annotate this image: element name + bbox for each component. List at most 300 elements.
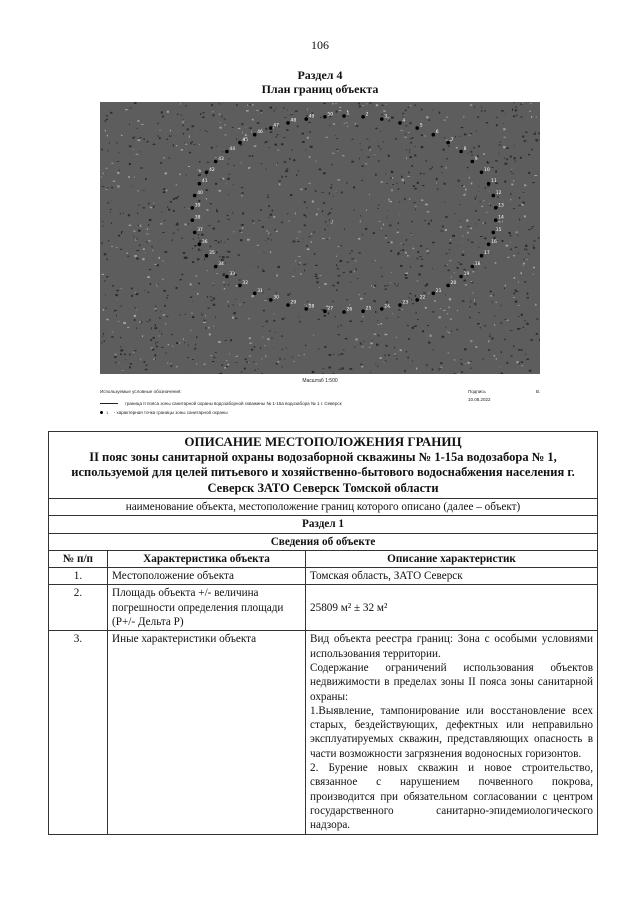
map-texture-speck <box>385 334 388 335</box>
map-texture-speck <box>451 277 452 278</box>
map-texture-speck <box>270 107 273 109</box>
boundary-point <box>304 307 308 311</box>
map-texture-speck <box>517 328 520 330</box>
map-texture-speck <box>383 141 384 142</box>
map-texture-speck <box>279 359 281 360</box>
legend-item-boundary <box>100 401 342 406</box>
map-texture-speck <box>463 194 465 196</box>
map-texture-speck <box>233 232 235 233</box>
boundary-point-label: 15 <box>495 227 502 233</box>
legend-item-text: граница II пояса зоны санитарной охраны водозаборной скважины № 1-15а водозабора № 1 г. Северск <box>125 401 342 406</box>
map-texture-speck <box>156 264 158 266</box>
map-texture-speck <box>137 250 140 251</box>
map-texture-speck <box>208 327 209 329</box>
map-texture-speck <box>456 147 458 149</box>
map-texture-speck <box>400 349 402 351</box>
map-texture-speck <box>317 281 319 283</box>
map-texture-speck <box>381 323 383 325</box>
map-texture-speck <box>410 138 411 140</box>
map-texture-speck <box>116 290 119 291</box>
map-texture-speck <box>511 184 513 186</box>
map-texture-speck <box>498 221 500 222</box>
map-texture-speck <box>156 306 157 308</box>
map-texture-speck <box>221 259 224 261</box>
boundary-point-label: 38 <box>194 215 201 221</box>
map-texture-speck <box>315 276 318 277</box>
map-texture-speck <box>226 256 229 257</box>
map-texture-speck <box>346 122 347 124</box>
map-texture-speck <box>350 368 353 370</box>
map-texture-speck <box>392 184 394 185</box>
map-texture-speck <box>526 249 527 251</box>
map-texture-speck <box>216 273 218 274</box>
map-texture-speck <box>356 268 357 270</box>
map-texture-speck <box>422 185 424 186</box>
map-texture-speck <box>276 230 278 232</box>
boundary-point-label: 6 <box>435 130 439 136</box>
map-texture-speck <box>513 103 515 104</box>
map-texture-speck <box>459 204 460 205</box>
map-texture-speck <box>510 330 513 331</box>
map-texture-speck <box>329 366 331 368</box>
map-texture-speck <box>140 151 141 152</box>
legend-item-point <box>100 410 228 415</box>
map-texture-speck <box>503 146 506 148</box>
map-texture-speck <box>331 184 332 185</box>
map-texture-speck <box>465 364 466 365</box>
map-texture-speck <box>242 131 243 133</box>
map-texture-speck <box>518 305 520 306</box>
map-scale: Масштаб 1:500 <box>302 378 338 384</box>
map-texture-speck <box>432 350 434 351</box>
map-texture-speck <box>134 102 137 104</box>
boundary-point <box>361 115 365 119</box>
map-texture-speck <box>355 261 357 262</box>
map-texture-speck <box>134 177 135 178</box>
boundary-point-label: 32 <box>242 280 249 286</box>
map-texture-speck <box>108 202 109 204</box>
boundary-point-label: 17 <box>484 251 490 257</box>
map-texture-speck <box>470 301 471 303</box>
map-texture-speck <box>514 157 516 159</box>
map-texture-speck <box>378 146 380 147</box>
map-texture-speck <box>209 333 211 335</box>
map-texture-speck <box>412 327 414 329</box>
map-texture-speck <box>304 225 306 227</box>
map-texture-speck <box>425 204 428 206</box>
map-texture-speck <box>165 251 168 253</box>
map-texture-speck <box>263 337 264 338</box>
map-texture-speck <box>106 276 108 277</box>
map-texture-speck <box>332 153 334 154</box>
map-texture-speck <box>153 359 155 360</box>
map-texture-speck <box>336 138 338 139</box>
map-texture-speck <box>265 128 267 130</box>
map-texture-speck <box>425 307 427 309</box>
map-texture-speck <box>385 237 386 239</box>
map-texture-speck <box>409 122 411 124</box>
map-texture-speck <box>198 174 200 176</box>
map-texture-speck <box>102 242 103 244</box>
map-texture-speck <box>385 345 387 347</box>
map-texture-speck <box>491 167 493 168</box>
map-texture-speck <box>212 361 215 362</box>
map-texture-speck <box>275 144 278 146</box>
map-texture-speck <box>349 253 351 254</box>
map-texture-speck <box>119 362 120 363</box>
map-texture-speck <box>332 301 334 302</box>
map-texture-speck <box>331 164 333 165</box>
map-texture-speck <box>412 360 413 361</box>
map-texture-speck <box>370 343 373 345</box>
map-texture-speck <box>445 327 446 328</box>
map-texture-speck <box>449 307 450 309</box>
map-texture-speck <box>506 158 507 160</box>
map-texture-speck <box>165 353 167 354</box>
map-texture-speck <box>412 165 414 167</box>
map-texture-speck <box>521 104 523 105</box>
map-texture-speck <box>218 241 220 243</box>
map-texture-speck <box>132 352 134 353</box>
map-texture-speck <box>175 197 177 199</box>
map-texture-speck <box>361 346 363 347</box>
map-texture-speck <box>208 225 211 226</box>
map-texture-speck <box>148 240 151 241</box>
map-texture-speck <box>116 247 117 248</box>
map-texture-speck <box>401 130 403 131</box>
map-texture-speck <box>463 280 466 282</box>
map-texture-speck <box>228 194 229 195</box>
map-texture-speck <box>320 117 322 118</box>
map-texture-speck <box>245 134 247 136</box>
map-texture-speck <box>336 289 337 291</box>
map-texture-speck <box>226 360 228 361</box>
map-texture-speck <box>511 173 514 174</box>
map-texture-speck <box>432 242 435 244</box>
map-texture-speck <box>335 316 336 317</box>
map-texture-speck <box>136 154 139 155</box>
map-texture-speck <box>240 239 242 241</box>
map-texture-speck <box>478 219 479 221</box>
map-texture-speck <box>449 298 451 300</box>
boundary-point <box>398 303 402 307</box>
map-texture-speck <box>287 294 289 296</box>
map-texture-speck <box>358 252 360 253</box>
map-texture-speck <box>478 186 479 187</box>
map-background-texture <box>101 102 540 374</box>
map-texture-speck <box>350 271 352 273</box>
map-texture-speck <box>510 242 511 243</box>
map-texture-speck <box>480 327 481 328</box>
map-texture-speck <box>378 205 379 206</box>
map-texture-speck <box>428 120 430 121</box>
map-texture-speck <box>464 348 467 350</box>
map-texture-speck <box>455 136 456 138</box>
map-texture-speck <box>516 115 517 117</box>
map-texture-speck <box>510 235 512 236</box>
map-texture-speck <box>137 258 139 260</box>
map-texture-speck <box>523 192 525 193</box>
map-texture-speck <box>376 344 378 346</box>
map-texture-speck <box>378 335 379 337</box>
map-texture-speck <box>491 338 493 340</box>
map-texture-speck <box>394 347 395 349</box>
map-texture-speck <box>375 260 377 261</box>
map-texture-speck <box>460 264 463 265</box>
map-texture-speck <box>410 142 412 144</box>
map-texture-speck <box>529 111 531 112</box>
map-texture-speck <box>107 276 108 278</box>
map-texture-speck <box>339 369 341 370</box>
row-num: 3. <box>49 631 108 834</box>
map-texture-speck <box>436 183 437 184</box>
map-texture-speck <box>147 253 148 254</box>
map-texture-speck <box>375 301 376 303</box>
boundary-point-label: 45 <box>242 138 249 144</box>
map-texture-speck <box>446 117 448 118</box>
map-texture-speck <box>115 362 117 363</box>
map-texture-speck <box>261 373 263 374</box>
map-texture-speck <box>224 285 226 286</box>
map-texture-speck <box>275 136 277 137</box>
map-texture-speck <box>531 339 532 341</box>
map-texture-speck <box>465 189 467 191</box>
boundary-point-label: 47 <box>273 123 280 129</box>
map-texture-speck <box>383 110 385 111</box>
map-texture-speck <box>471 151 473 153</box>
map-texture-speck <box>374 285 376 287</box>
map-texture-speck <box>228 284 229 286</box>
map-texture-speck <box>528 172 530 174</box>
map-texture-speck <box>388 354 390 355</box>
boundary-point <box>205 254 209 258</box>
map-texture-speck <box>121 232 122 234</box>
map-texture-speck <box>190 297 192 299</box>
map-texture-speck <box>166 297 168 298</box>
map-texture-speck <box>112 285 114 286</box>
map-texture-speck <box>513 297 515 298</box>
map-texture-speck <box>205 130 206 131</box>
map-texture-speck <box>313 335 314 336</box>
map-texture-speck <box>497 117 498 119</box>
map-texture-speck <box>228 251 231 253</box>
boundary-point <box>191 218 195 222</box>
map-texture-speck <box>374 155 376 156</box>
boundary-point-label: 19 <box>463 272 470 277</box>
map-legend <box>100 376 540 416</box>
map-texture-speck <box>405 252 407 254</box>
map-texture-speck <box>199 161 201 162</box>
map-texture-speck <box>254 361 255 362</box>
map-texture-speck <box>344 228 345 230</box>
map-texture-speck <box>350 304 351 306</box>
map-texture-speck <box>295 260 296 261</box>
map-texture-speck <box>467 362 470 364</box>
map-texture-speck <box>414 326 417 327</box>
map-texture-speck <box>233 312 236 314</box>
map-texture-speck <box>304 304 305 305</box>
map-texture-speck <box>521 314 523 316</box>
map-texture-speck <box>515 301 518 303</box>
map-texture-speck <box>268 205 270 207</box>
map-texture-speck <box>439 316 441 318</box>
map-texture-speck <box>370 372 371 373</box>
map-texture-speck <box>198 170 200 171</box>
map-texture-speck <box>327 239 328 241</box>
map-texture-speck <box>159 257 161 259</box>
map-texture-speck <box>506 147 509 149</box>
map-texture-speck <box>346 262 349 263</box>
map-texture-speck <box>446 158 448 159</box>
map-texture-speck <box>241 187 244 188</box>
map-texture-speck <box>338 275 341 276</box>
map-texture-speck <box>184 342 185 343</box>
map-texture-speck <box>322 238 324 239</box>
map-texture-speck <box>156 285 157 287</box>
map-texture-speck <box>386 183 388 184</box>
map-texture-speck <box>533 240 535 241</box>
boundary-point-label: 2 <box>365 112 369 118</box>
map-texture-speck <box>298 265 300 266</box>
map-texture-speck <box>205 327 206 329</box>
map-texture-speck <box>470 300 471 301</box>
map-texture-speck <box>418 273 421 275</box>
map-texture-speck <box>249 104 252 105</box>
map-texture-speck <box>524 249 525 250</box>
map-texture-speck <box>290 293 291 295</box>
map-texture-speck <box>330 187 332 189</box>
map-texture-speck <box>362 105 364 106</box>
map-texture-speck <box>424 220 425 221</box>
map-texture-speck <box>453 360 456 361</box>
map-texture-speck <box>266 169 267 170</box>
map-texture-speck <box>114 310 117 312</box>
boundary-point <box>471 160 475 164</box>
map-texture-speck <box>506 362 508 364</box>
map-texture-speck <box>442 172 443 173</box>
boundary-point-label: 5 <box>419 123 423 129</box>
map-texture-speck <box>163 290 166 292</box>
map-texture-speck <box>105 130 106 132</box>
map-texture-speck <box>254 346 255 348</box>
map-texture-speck <box>269 331 270 332</box>
map-texture-speck <box>281 336 283 337</box>
map-texture-speck <box>207 162 210 163</box>
map-texture-speck <box>222 275 225 277</box>
map-texture-speck <box>398 283 399 284</box>
map-texture-speck <box>430 168 432 169</box>
boundary-map-canvas <box>100 102 540 374</box>
map-texture-speck <box>278 266 280 268</box>
boundary-point <box>269 298 273 302</box>
map-texture-speck <box>530 103 531 104</box>
map-texture-speck <box>191 330 192 332</box>
map-texture-speck <box>462 185 464 187</box>
map-texture-speck <box>210 246 211 247</box>
map-texture-speck <box>203 112 205 113</box>
map-texture-speck <box>281 222 283 224</box>
map-texture-speck <box>155 310 157 312</box>
map-texture-speck <box>415 146 416 147</box>
map-texture-speck <box>227 364 229 366</box>
map-texture-speck <box>477 117 479 118</box>
map-texture-speck <box>432 369 434 371</box>
map-texture-speck <box>296 174 297 176</box>
map-texture-speck <box>212 111 213 112</box>
map-texture-speck <box>414 154 416 156</box>
map-texture-speck <box>111 223 112 224</box>
map-texture-speck <box>147 228 148 230</box>
map-texture-speck <box>333 354 334 356</box>
map-texture-speck <box>316 213 318 215</box>
map-texture-speck <box>523 327 525 328</box>
map-texture-speck <box>152 349 155 351</box>
map-texture-speck <box>247 104 248 106</box>
map-texture-speck <box>176 145 177 146</box>
row-num: 1. <box>49 568 108 585</box>
map-texture-speck <box>505 114 506 115</box>
row-characteristic: Площадь объекта +/- величина погрешности определения площади (Р+/- Дельта Р) <box>108 585 306 631</box>
map-texture-speck <box>222 256 225 258</box>
map-texture-speck <box>234 165 235 166</box>
map-texture-speck <box>105 295 106 296</box>
map-texture-speck <box>472 271 474 272</box>
map-texture-speck <box>198 234 200 235</box>
map-texture-speck <box>458 373 459 374</box>
map-texture-speck <box>224 242 225 243</box>
map-texture-speck <box>176 287 178 289</box>
map-texture-speck <box>312 371 313 372</box>
map-texture-speck <box>467 167 469 168</box>
map-texture-speck <box>295 111 298 112</box>
map-texture-speck <box>391 272 392 273</box>
map-texture-speck <box>461 127 464 128</box>
map-texture-speck <box>186 175 187 176</box>
map-texture-speck <box>143 138 144 140</box>
map-texture-speck <box>531 149 533 150</box>
boundary-point <box>198 182 202 186</box>
map-texture-speck <box>183 338 184 339</box>
map-texture-speck <box>182 125 184 126</box>
map-texture-speck <box>337 268 339 269</box>
map-texture-speck <box>134 319 136 321</box>
map-texture-speck <box>277 163 278 165</box>
map-texture-speck <box>238 254 240 255</box>
map-texture-speck <box>447 313 448 314</box>
map-texture-speck <box>490 295 492 296</box>
map-texture-speck <box>215 316 216 318</box>
map-texture-speck <box>515 289 517 291</box>
map-texture-speck <box>260 347 261 349</box>
row-characteristic: Иные характеристики объекта <box>108 631 306 834</box>
map-texture-speck <box>323 103 325 104</box>
map-texture-speck <box>106 168 108 169</box>
map-texture-speck <box>449 260 452 261</box>
map-texture-speck <box>327 214 329 215</box>
map-texture-speck <box>179 343 180 344</box>
map-texture-speck <box>167 295 169 296</box>
map-texture-speck <box>521 273 522 275</box>
map-texture-speck <box>277 134 279 135</box>
map-texture-speck <box>372 340 373 341</box>
map-texture-speck <box>305 150 306 151</box>
map-texture-speck <box>163 188 166 189</box>
map-texture-speck <box>516 232 518 233</box>
map-date: 10.08.2022 <box>468 397 491 402</box>
map-texture-speck <box>448 352 449 353</box>
map-texture-speck <box>225 340 227 341</box>
map-texture-speck <box>355 339 357 341</box>
